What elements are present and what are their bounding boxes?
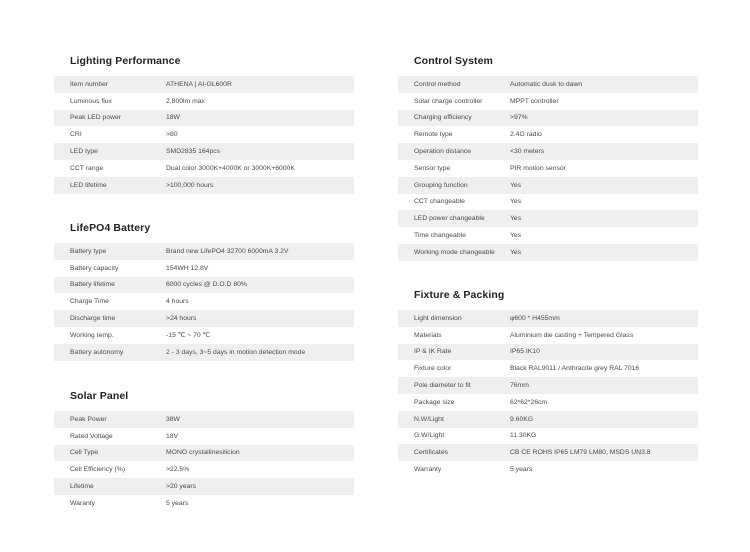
spec-row — [398, 177, 698, 194]
spec-value: Yes — [510, 194, 698, 211]
spec-value: 62*62*26cm — [510, 394, 698, 411]
spec-row — [398, 360, 698, 377]
spec-value: SMD2835 164pcs — [166, 143, 354, 160]
spec-label: Remote type — [398, 126, 510, 143]
spec-row — [54, 277, 354, 294]
spec-value: 18V — [166, 428, 354, 445]
spec-row — [398, 194, 698, 211]
spec-value: 4 hours — [166, 293, 354, 310]
spec-value: 18W — [166, 110, 354, 127]
spec-value: >100,000 hours — [166, 177, 354, 194]
spec-row — [398, 310, 698, 327]
spec-label: CCT range — [54, 160, 166, 177]
spec-label: Cell Type — [54, 445, 166, 462]
spec-value: 2 - 3 days, 3~5 days in motion detection mode — [166, 344, 354, 361]
spec-label: LED power changeable — [398, 210, 510, 227]
spec-value: 76mm — [510, 377, 698, 394]
spec-value: 2,800lm max — [166, 93, 354, 110]
spec-value: 9.60KG — [510, 411, 698, 428]
spec-value: 11.30KG — [510, 428, 698, 445]
spec-row — [54, 327, 354, 344]
spec-section — [54, 387, 354, 512]
spec-label: CCT changeable — [398, 194, 510, 211]
spec-label: IP & IK Rate — [398, 344, 510, 361]
spec-label: Fixture color — [398, 360, 510, 377]
spec-row — [398, 244, 698, 261]
spec-value: PIR motion sensor — [510, 160, 698, 177]
spec-row — [54, 461, 354, 478]
spec-row — [398, 210, 698, 227]
spec-value: <30 meters — [510, 143, 698, 160]
spec-label: Package size — [398, 394, 510, 411]
spec-value: IP65 IK10 — [510, 344, 698, 361]
spec-row — [54, 143, 354, 160]
spec-row — [398, 428, 698, 445]
spec-value: 2.4G radio — [510, 126, 698, 143]
spec-row — [54, 260, 354, 277]
spec-value: 5 years — [166, 495, 354, 512]
spec-value: Aluminium die casting + Tempered Glass — [510, 327, 698, 344]
spec-row — [398, 344, 698, 361]
spec-row — [398, 76, 698, 93]
spec-value: 5 years — [510, 461, 698, 478]
spec-label: Working mode changeable — [398, 244, 510, 261]
spec-label: Luminous flux — [54, 93, 166, 110]
spec-row — [54, 344, 354, 361]
spec-row — [54, 428, 354, 445]
spec-label: Battery capacity — [54, 260, 166, 277]
spec-row — [54, 293, 354, 310]
spec-label: Pole diameter to fit — [398, 377, 510, 394]
spec-value: >20 years — [166, 478, 354, 495]
spec-label: Discharge time — [54, 310, 166, 327]
spec-label: Sensor type — [398, 160, 510, 177]
spec-section — [54, 219, 354, 361]
spec-value: Brand new LifePO4 32700 6000mA 3.2V — [166, 243, 354, 260]
spec-label: Working temp. — [54, 327, 166, 344]
spec-value: >80 — [166, 126, 354, 143]
spec-row — [54, 110, 354, 127]
spec-row — [54, 478, 354, 495]
spec-row — [398, 394, 698, 411]
spec-label: Grouping function — [398, 177, 510, 194]
section-title: Solar Panel — [70, 390, 129, 402]
spec-label: Battery lifetime — [54, 277, 166, 294]
spec-label: Warranty — [398, 461, 510, 478]
spec-label: Battery autonomy — [54, 344, 166, 361]
spec-row — [398, 160, 698, 177]
spec-value: 38W — [166, 411, 354, 428]
spec-row — [54, 445, 354, 462]
spec-value: 6000 cycles @ D.O.D 80% — [166, 277, 354, 294]
spec-row — [54, 126, 354, 143]
spec-table — [54, 411, 354, 512]
spec-value: -15 ℃ ~ 70 ℃ — [166, 327, 354, 344]
spec-label: Operation distance — [398, 143, 510, 160]
spec-value: Black RAL9011 / Anthracite grey RAL 7016 — [510, 360, 698, 377]
spec-table — [398, 310, 698, 478]
spec-label: Rated Voltage — [54, 428, 166, 445]
spec-label: Peak LED power — [54, 110, 166, 127]
spec-label: Battery type — [54, 243, 166, 260]
spec-label: Solar charge controller — [398, 93, 510, 110]
section-title: Control System — [414, 55, 493, 67]
spec-value: Yes — [510, 244, 698, 261]
spec-row — [398, 227, 698, 244]
spec-label: Cell Efficiency (%) — [54, 461, 166, 478]
spec-value: φ600 * H455mm — [510, 310, 698, 327]
spec-row — [54, 160, 354, 177]
spec-row — [54, 76, 354, 93]
spec-label: Time changeable — [398, 227, 510, 244]
spec-value: Yes — [510, 177, 698, 194]
spec-row — [398, 126, 698, 143]
spec-label: Materials — [398, 327, 510, 344]
spec-label: Item number — [54, 76, 166, 93]
spec-row — [398, 327, 698, 344]
spec-row — [54, 411, 354, 428]
spec-table — [398, 76, 698, 261]
spec-row — [398, 377, 698, 394]
spec-row — [54, 243, 354, 260]
spec-label: Charging efficiency — [398, 110, 510, 127]
spec-label: Certificates — [398, 444, 510, 461]
spec-row — [54, 495, 354, 512]
spec-section — [398, 286, 698, 478]
spec-value: CB CE ROHS IP65 LM79 LM80, MSDS UN3.8 — [510, 444, 698, 461]
spec-row — [54, 177, 354, 194]
spec-label: Waranty — [54, 495, 166, 512]
spec-table — [54, 76, 354, 194]
spec-row — [398, 143, 698, 160]
spec-label: LED lifetime — [54, 177, 166, 194]
section-title: Lighting Performance — [70, 55, 181, 67]
spec-row — [398, 444, 698, 461]
spec-value: ATHENA | AI-GL600R — [166, 76, 354, 93]
spec-value: >24 hours — [166, 310, 354, 327]
spec-value: >97% — [510, 110, 698, 127]
spec-row — [398, 461, 698, 478]
spec-value: MONO crystallinesilicion — [166, 445, 354, 462]
spec-row — [398, 110, 698, 127]
spec-label: G.W/Light — [398, 428, 510, 445]
section-title: LifePO4 Battery — [70, 222, 151, 234]
spec-table — [54, 243, 354, 361]
spec-value: Yes — [510, 210, 698, 227]
spec-value: MPPT controller — [510, 93, 698, 110]
spec-label: Lifetime — [54, 478, 166, 495]
spec-value: Automatic dusk to dawn — [510, 76, 698, 93]
spec-value: 154WH 12.8V — [166, 260, 354, 277]
spec-row — [398, 93, 698, 110]
spec-row — [398, 411, 698, 428]
spec-label: Peak Power — [54, 411, 166, 428]
spec-value: >22.5% — [166, 461, 354, 478]
spec-label: LED type — [54, 143, 166, 160]
spec-section — [398, 52, 698, 261]
section-title: Fixture & Packing — [414, 289, 505, 301]
spec-section — [54, 52, 354, 194]
spec-row — [54, 310, 354, 327]
spec-label: Light dimension — [398, 310, 510, 327]
spec-value: Dual color 3000K+4000K or 3000K+6000K — [166, 160, 354, 177]
spec-label: Control method — [398, 76, 510, 93]
spec-label: CRI — [54, 126, 166, 143]
spec-label: N.W/Light — [398, 411, 510, 428]
spec-row — [54, 93, 354, 110]
spec-label: Charge Time — [54, 293, 166, 310]
spec-value: Yes — [510, 227, 698, 244]
